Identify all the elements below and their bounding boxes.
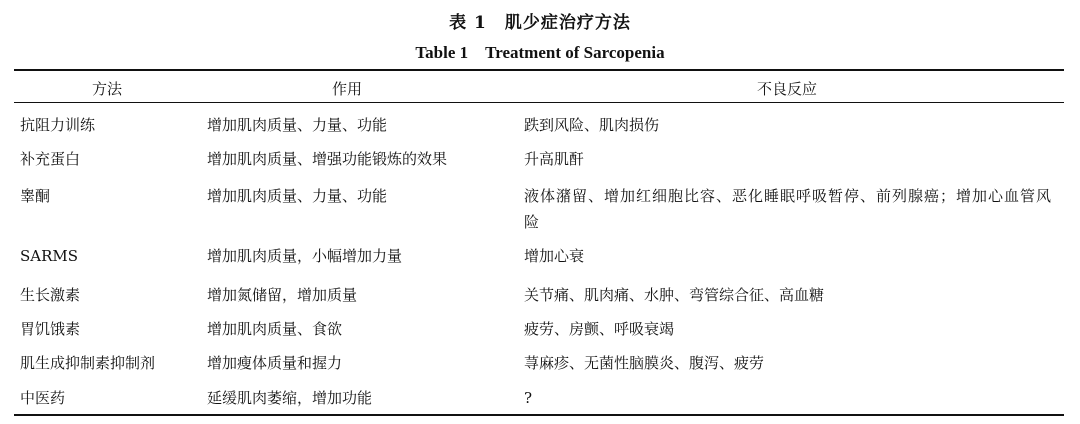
row-4-adverse: 增加心衰 <box>524 247 585 265</box>
header-adverse: 不良反应 <box>757 80 818 98</box>
header-rule <box>14 102 1064 103</box>
row-3-adverse: 液体潴留、增加红细胞比容、恶化睡眠呼吸暂停、前列腺癌；增加心血管风险 <box>524 187 1053 231</box>
row-6-effect: 增加肌肉质量、食欲 <box>207 320 343 338</box>
row-5-effect: 增加氮储留，增加质量 <box>207 286 358 304</box>
row-2-method: 补充蛋白 <box>20 150 81 168</box>
row-1-method: 抗阻力训练 <box>20 116 96 134</box>
row-5-adverse: 关节痛、肌肉痛、水肿、弯管综合征、高血糖 <box>524 286 825 304</box>
row-3-effect: 增加肌肉质量、力量、功能 <box>207 187 388 205</box>
table-caption-cn: 表 1 肌少症治疗方法 <box>449 13 631 33</box>
row-6-method: 胃饥饿素 <box>20 320 81 338</box>
row-2-adverse: 升高肌酐 <box>524 150 585 168</box>
row-7-adverse: 荨麻疹、无菌性脑膜炎、腹泻、疲劳 <box>524 354 765 372</box>
row-2-effect: 增加肌肉质量、增强功能锻炼的效果 <box>207 150 448 168</box>
row-4-effect: 增加肌肉质量，小幅增加力量 <box>207 247 403 265</box>
row-7-effect: 增加瘦体质量和握力 <box>207 354 343 372</box>
row-6-adverse: 疲劳、房颤、呼吸衰竭 <box>524 320 675 338</box>
table-caption-en: Table 1 Treatment of Sarcopenia <box>415 43 665 62</box>
row-8-effect: 延缓肌肉萎缩，增加功能 <box>207 389 373 407</box>
row-3-method: 睾酮 <box>20 187 51 205</box>
header-method: 方法 <box>92 80 123 98</box>
row-4-method: SARMS <box>20 247 79 265</box>
row-1-effect: 增加肌肉质量、力量、功能 <box>207 116 388 134</box>
header-effect: 作用 <box>332 80 363 98</box>
row-8-method: 中医药 <box>20 389 66 407</box>
row-1-adverse: 跌到风险、肌肉损伤 <box>524 116 660 134</box>
row-7-method: 肌生成抑制素抑制剂 <box>20 354 156 372</box>
top-rule <box>14 69 1064 71</box>
bottom-rule <box>14 414 1064 416</box>
row-5-method: 生长激素 <box>20 286 81 304</box>
row-8-adverse: ? <box>524 389 533 407</box>
